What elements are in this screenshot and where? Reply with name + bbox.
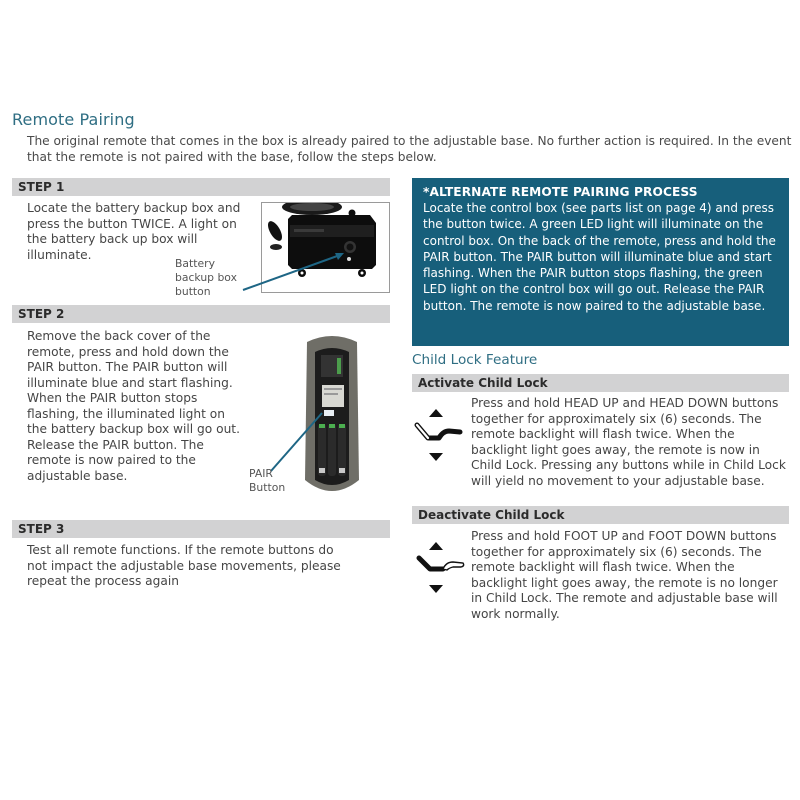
intro-paragraph: The original remote that comes in the box is already paired to the adjustable base. No further action is required. In the event that the remote is not paired with the base, follow the steps below.	[27, 134, 792, 164]
step-2-header: STEP 2	[12, 305, 390, 323]
step-1-text: Locate the battery backup box and press the button TWICE. A light on the battery back up box will illuminate.	[27, 201, 241, 262]
deactivate-child-lock-header: Deactivate Child Lock	[412, 506, 789, 524]
step-2-caption: PAIR Button	[249, 467, 286, 494]
step-1-caption: Battery backup box button	[175, 257, 237, 298]
page-title: Remote Pairing	[12, 110, 135, 129]
activate-child-lock-header: Activate Child Lock	[412, 374, 789, 392]
step-3-header: STEP 3	[12, 520, 390, 538]
alternate-pairing-text: Locate the control box (see parts list on page 4) and press the button twice. A green LED light will illuminate on the control box. On the back of the remote, press and hold the PAIR button. The PAIR button will illuminate blue and start flashing. When the PAIR button stops flashing, the green LED light on the control box will go out. Release the PAIR button. The remote is now paired to the adjustable base.	[423, 201, 776, 313]
deactivate-child-lock-text: Press and hold FOOT UP and FOOT DOWN buttons together for approximately six (6) seconds. The remote backlight will flash twice. When the backlight light goes away, the remote is no longer in Child Lock. The remote and adjustable base will work normally.	[471, 529, 778, 621]
alternate-pairing-callout	[412, 178, 789, 346]
foot-up-down-icon	[413, 538, 468, 596]
alternate-pairing-title: *ALTERNATE REMOTE PAIRING PROCESS	[423, 185, 698, 199]
step-1-header: STEP 1	[12, 178, 390, 196]
step-2-callout-arrow	[266, 405, 336, 475]
head-up-down-icon	[413, 405, 465, 463]
step-2-text: Remove the back cover of the remote, press and hold down the PAIR button. The PAIR button will illuminate blue and start flashing. When the PAIR button stops flashing, the illuminated light on the battery backup box will go out. Release the PAIR button. The remote is now paired to the adjustable base.	[27, 329, 240, 483]
step-3-text: Test all remote functions. If the remote buttons do not impact the adjustable base movements, please repeat the process again	[27, 543, 341, 588]
activate-child-lock-text: Press and hold HEAD UP and HEAD DOWN buttons together for approximately six (6) seconds. The remote backlight will flash twice. When the backlight light goes away, the remote is now in Child Lock. Pressing any buttons while in Child Lock will yield no movement to your adjustable base.	[471, 396, 786, 488]
step-1-callout-arrow	[240, 246, 350, 296]
child-lock-title: Child Lock Feature	[412, 352, 538, 368]
